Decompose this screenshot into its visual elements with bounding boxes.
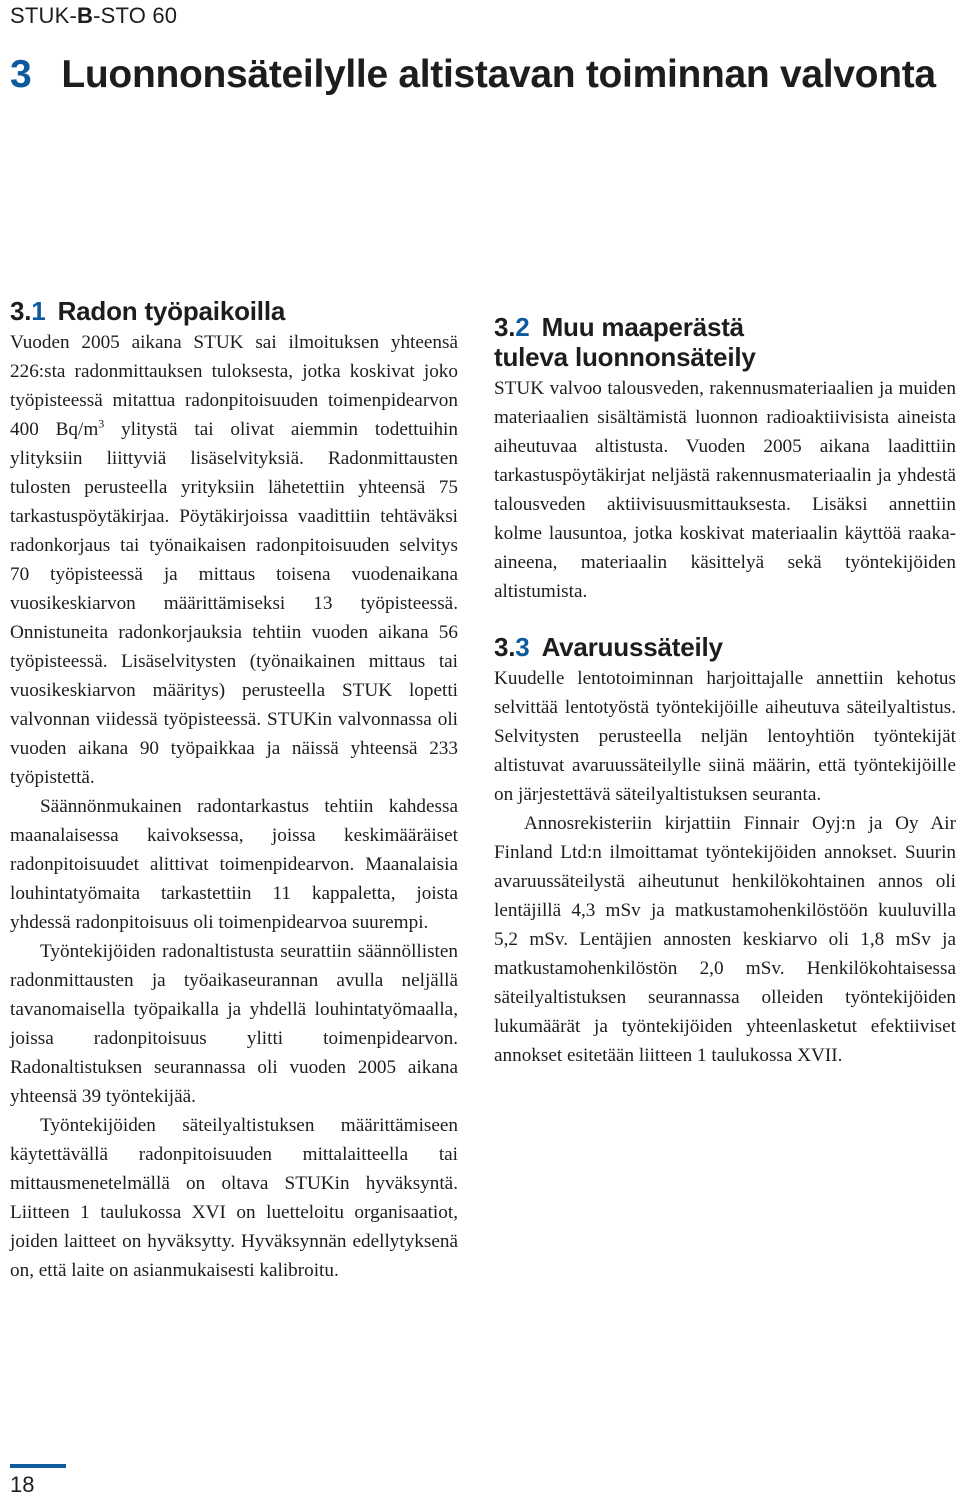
footer-rule bbox=[10, 1464, 66, 1468]
series-suffix: -STO 60 bbox=[93, 3, 178, 28]
series-prefix: STUK- bbox=[10, 3, 77, 28]
left-column bbox=[10, 296, 458, 1285]
section-3-1-paragraph-1 bbox=[10, 328, 458, 792]
page-number: 18 bbox=[10, 1472, 35, 1497]
section-3-1-paragraph-4: Työntekijöiden säteilyaltistuksen määrittämiseen käytettävällä radonpitoisuuden mittalaitteella tai mittausmenetelmällä on oltava STUKin hyväksyntä. Liitteen 1 taulukossa XVI on luetteloitu organisaatiot, joiden laitteet on hyväksytty. Hyväksynnän edellytyksenä on, että laite on asianmukaisesti kalibroitu. bbox=[10, 1115, 458, 1281]
section-3-1-heading bbox=[10, 296, 458, 326]
section-3-1-number-suffix: 1 bbox=[31, 296, 46, 326]
chapter-number: 3 bbox=[10, 53, 32, 96]
section-3-1-number-prefix: 3. bbox=[10, 296, 32, 326]
section-3-1-title: Radon työpaikoilla bbox=[57, 296, 286, 326]
section-3-3-title: Avaruussäteily bbox=[541, 632, 723, 662]
section-3-2-number-suffix: 2 bbox=[515, 312, 530, 342]
section-3-2-number-prefix: 3. bbox=[494, 312, 516, 342]
section-3-2-title-line-1: Muu maaperästä bbox=[541, 312, 744, 342]
section-3-1-number bbox=[10, 296, 46, 326]
superscript-3: 3 bbox=[98, 416, 105, 431]
section-3-3-heading bbox=[494, 632, 956, 662]
section-3-3-paragraph-2: Annosrekisteriin kirjattiin Finnair Oyj:n ja Oy Air Finland Ltd:n ilmoittamat työntekijöiden annokset. Suurin avaruussäteilystä aiheutunut henkilökohtainen annos oli lentäjillä 4,3 mSv ja matkustamohenkilöstöön kuuluvilla 5,2 mSv. Lentäjien annosten keskiarvo oli 1,8 mSv ja matkustamohenkilöstön 2,0 mSv. Henkilökohtaisessa säteilyaltistuksen seurannassa olleiden työntekijöiden lukumäärät ja työntekijöiden yhteenlasketut efektiiviset annokset esitetään liitteen 1 taulukossa XVII. bbox=[494, 813, 956, 1066]
section-3-1-paragraph-3: Työntekijöiden radonaltistusta seurattiin säännöllisten radonmittausten ja työaikaseurannan avulla neljällä tavanomaisella työpaikalla ja yhdellä louhintatyömaalla, joissa radonpitoisuus ylitti toimenpidearvon. Radonaltistuksen seurannassa oli vuoden 2005 aikana yhteensä 39 työntekijää. bbox=[10, 941, 458, 1107]
section-3-3-number bbox=[494, 632, 530, 662]
right-column bbox=[494, 296, 956, 1070]
section-3-3-number-prefix: 3. bbox=[494, 632, 516, 662]
section-3-2-title-line-2: tuleva luonnonsäteily bbox=[494, 342, 756, 372]
section-3-2-heading bbox=[494, 312, 956, 372]
section-3-3-paragraph-1: Kuudelle lentotoiminnan harjoittajalle annettiin kehotus selvittää lentotyöstä työntekijöille aiheutuva säteilyaltistus. Selvitysten perusteella neljän lentoyhtiön työntekijät altistuvat avaruussäteilylle siinä määrin, että työntekijöille on järjestettävä säteilyaltistuksen seuranta. bbox=[494, 668, 956, 805]
paragraph-1-part-1: Vuoden 2005 aikana STUK sai ilmoituksen yhteensä 226:sta radonmittauksen tuloksesta, jotka koskivat joko työpisteessä mitattua radonpitoisuuden toimenpidearvon 400 Bq/m bbox=[10, 332, 458, 440]
chapter-title-text: Luonnonsäteilylle altistavan toiminnan valvonta bbox=[61, 53, 936, 96]
section-3-2-paragraph-1: STUK valvoo talousveden, rakennusmateriaalien ja muiden materiaalien sisältämistä luonnon radioaktiivisista aineista aiheutuvaa altistusta. Vuoden 2005 aikana laadittiin tarkastuspöytäkirjat neljästä rakennusmateriaalin ja yhdestä talousveden aktiivisuusmittauksesta. Lisäksi annettiin kolme lausuntoa, jotka koskivat materiaalin käyttöä raaka-aineena, materiaalin käsittelyä sekä työntekijöiden altistumista. bbox=[494, 378, 956, 602]
paragraph-1-part-2: ylitystä tai olivat aiemmin todettuihin ylityksiin liittyviä lisäselvityksiä. Radonmittausten tulosten perusteella yrityksiin lähetettiin yhteensä 75 tarkastuspöytäkirjaa. Pöytäkirjoissa vaadittiin tehtäväksi radonkorjaus tai työnaikaisen radonpitoisuuden selvitys 70 työpisteessä ja mittaus toisena vuodenaikana vuosikeskiarvon määrittämiseksi 13 työpisteessä. Onnistuneita radonkorjauksia tehtiin vuoden aikana 56 työpisteessä. Lisäselvitysten (työnaikainen mittaus tai vuosikeskiarvon määritys) perusteella STUK lopetti valvonnan viidessä työpisteessä. STUKin valvonnassa oli vuoden aikana 90 työpaikkaa ja näissä yhteensä 233 työpistettä. bbox=[10, 419, 458, 788]
running-header bbox=[10, 3, 177, 29]
section-3-1-paragraph-2: Säännönmukainen radontarkastus tehtiin kahdessa maanalaisessa kaivoksessa, joissa keskimääräiset radonpitoisuudet alittivat toimenpidearvon. Maanalaisia louhintatyömaita tarkastettiin 11 kappaletta, joista yhdessä radonpitoisuus oli toimenpidearvoa suurempi. bbox=[10, 796, 458, 933]
section-3-3-number-suffix: 3 bbox=[515, 632, 530, 662]
series-bold: B bbox=[77, 3, 94, 28]
section-3-2-number bbox=[494, 312, 530, 342]
chapter-title bbox=[10, 52, 936, 98]
